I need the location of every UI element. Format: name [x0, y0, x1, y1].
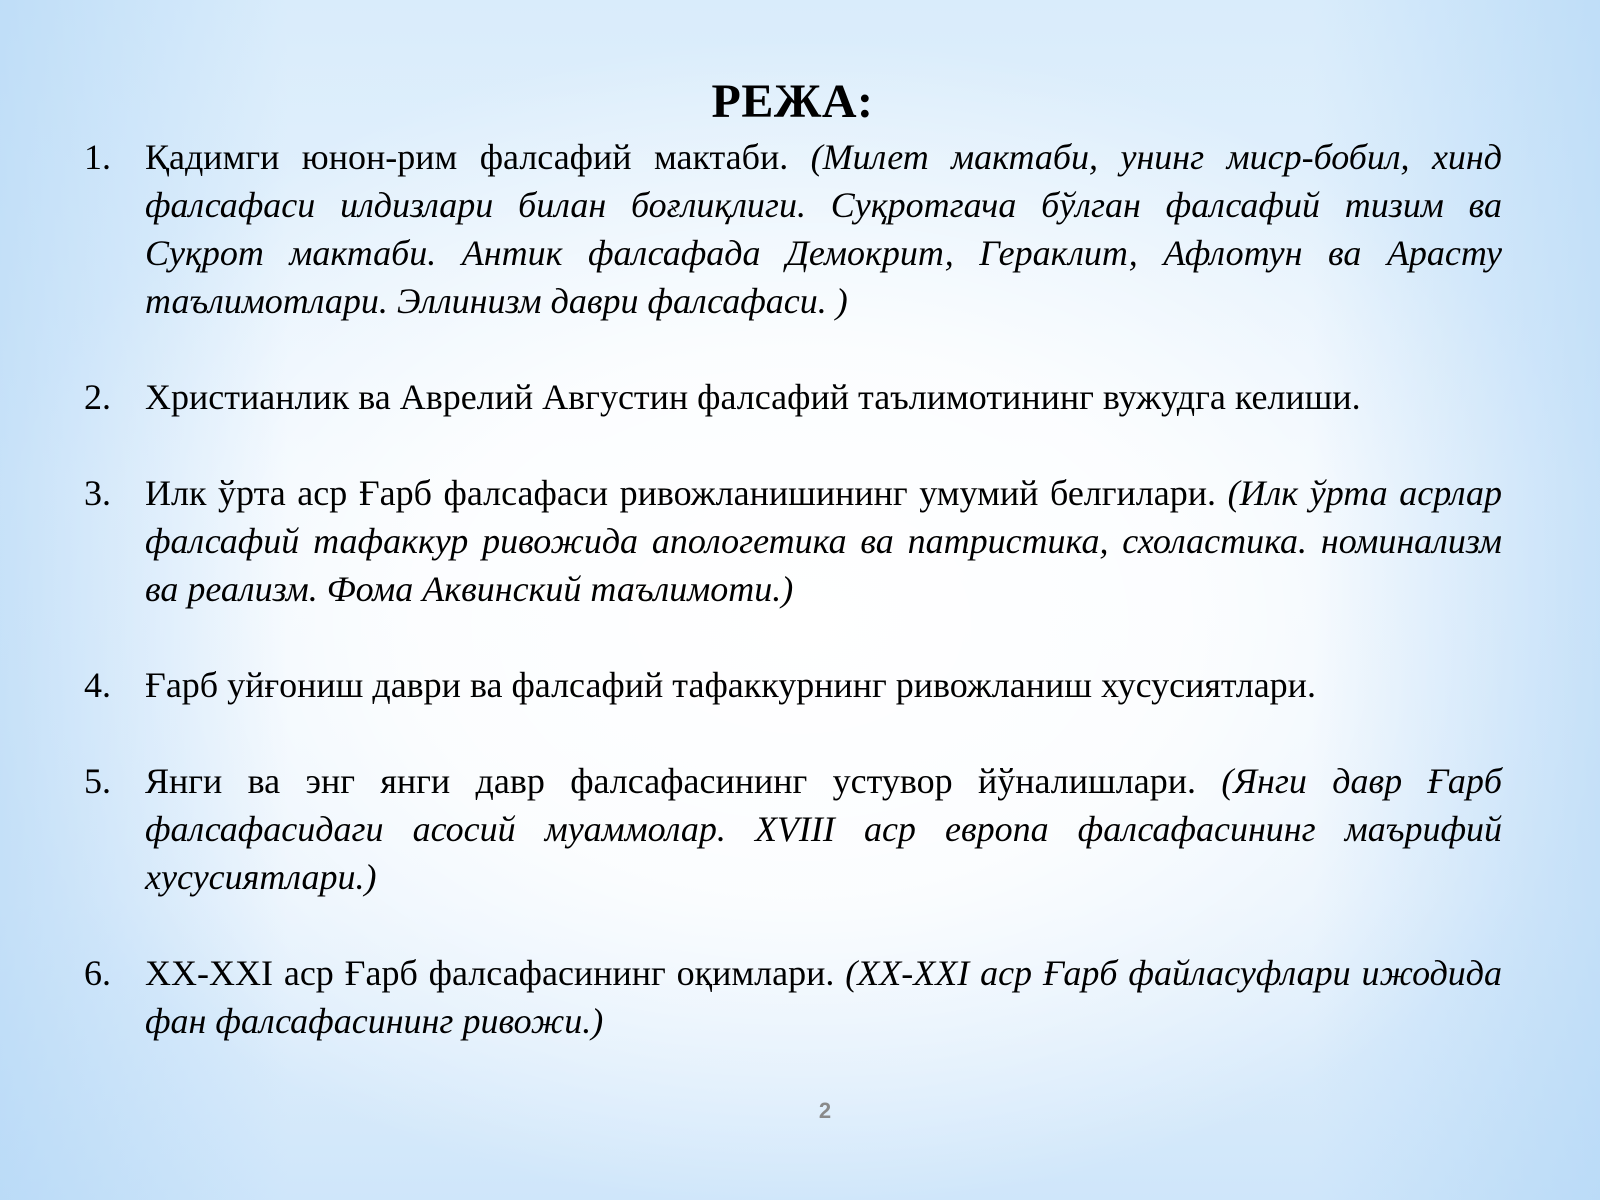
plan-item [84, 133, 1502, 325]
item-text: Христианлик ва Аврелий Августин фалсафий таълимотининг вужудга келиши. [145, 377, 1361, 417]
item-number: 3. [84, 473, 111, 513]
item-number: 4. [84, 665, 111, 705]
item-number: 1. [84, 137, 111, 177]
item-text: Қадимги юнон-рим фалсафий мактаби. [145, 137, 789, 177]
plan-item [84, 661, 1502, 709]
page-number: 2 [818, 1098, 832, 1123]
plan-item [84, 469, 1502, 613]
item-note: (XX-XXI аср Ғарб файласуфлари ижодида фан фалсафасининг ривожи.) [145, 953, 1503, 1041]
item-note: (Милет мактаби, унинг миср-бобил, хинд фалсафаси илдизлари билан боғлиқлиги. Суқротгача бўлган фалсафий тизим ва Суқрот мактаби. Антик фалсафада Демокрит, Гераклит, Афлотун ва Арасту таълимотлари. Эллинизм даври фалсафаси. ) [145, 137, 1502, 321]
item-number: 5. [84, 761, 111, 801]
plan-item [84, 757, 1502, 901]
item-note: (Илк ўрта асрлар фалсафий тафаккур ривожида апологетика ва патристика, схоластика. номинализм ва реализм. Фома Аквинский таълимоти.) [145, 473, 1502, 609]
item-text: Янги ва энг янги давр фалсафасининг устувор йўналишлари. [145, 761, 1196, 801]
plan-item [84, 949, 1502, 1045]
plan-item [84, 373, 1502, 421]
item-text: XX-XXI аср Ғарб фалсафасининг оқимлари. [145, 953, 835, 993]
item-number: 6. [84, 953, 111, 993]
item-text: Ғарб уйғониш даври ва фалсафий тафаккурнинг ривожланиш хусусиятлари. [145, 665, 1316, 705]
item-text: Илк ўрта аср Ғарб фалсафаси ривожланишининг умумий белгилари. [145, 473, 1217, 513]
item-note: (Янги давр Ғарб фалсафасидаги асосий муаммолар. XVIII аср европа фалсафасининг маърифий хусусиятлари.) [145, 761, 1503, 897]
slide-title: РЕЖА: [711, 75, 874, 128]
plan-list [84, 133, 1502, 1045]
item-number: 2. [84, 377, 111, 417]
